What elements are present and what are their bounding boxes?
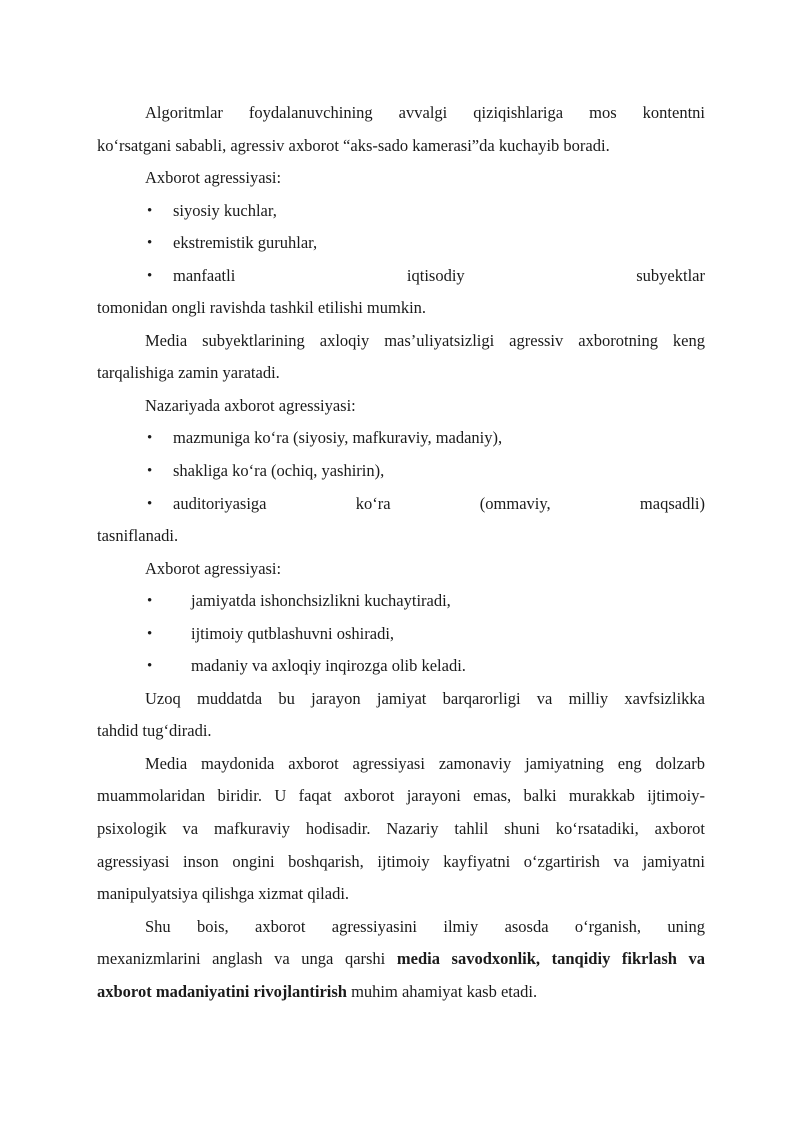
bullet-line (97, 618, 705, 651)
bullet-icon: • (147, 430, 153, 447)
text-line (97, 878, 705, 911)
bullet-icon: • (147, 495, 153, 512)
bullet-line (97, 585, 705, 618)
text-segment: Axborot agressiyasi: (145, 168, 282, 188)
text-segment: ekstremistik guruhlar, (173, 233, 318, 253)
text-line (97, 846, 705, 879)
bullet-icon: • (147, 625, 153, 642)
bullet-line (97, 260, 705, 293)
text-segment: Media subyektlarining axloqiy mas’uliyatsizligi agressiv axborotning keng (145, 330, 705, 350)
bullet-icon: • (147, 235, 153, 252)
text-segment: auditoriyasiga ko‘ra (ommaviy, maqsadli) (173, 493, 705, 513)
text-line (97, 325, 705, 358)
text-segment: mazmuniga ko‘ra (siyosiy, mafkuraviy, madaniy), (173, 428, 503, 448)
text-segment: Shu bois, axborot agressiyasini ilmiy asosda o‘rganish, uning (145, 916, 705, 936)
bullet-line (97, 422, 705, 455)
text-line (97, 553, 705, 586)
text-segment: psixologik va mafkuraviy hodisadir. Nazariy tahlil shuni ko‘rsatadiki, axborot (97, 819, 705, 839)
text-segment: ijtimoiy qutblashuvni oshiradi, (191, 623, 395, 643)
text-segment: madaniy va axloqiy inqirozga olib keladi. (191, 656, 466, 676)
bullet-line (97, 227, 705, 260)
document-content (97, 97, 705, 1008)
text-line (97, 911, 705, 944)
text-line (97, 976, 705, 1009)
text-segment: tarqalishiga zamin yaratadi. (97, 363, 280, 383)
text-line (97, 683, 705, 716)
text-segment: Uzoq muddatda bu jarayon jamiyat barqarorligi va milliy xavfsizlikka (145, 688, 705, 708)
text-segment: muammolaridan biridir. U faqat axborot jarayoni emas, balki murakkab ijtimoiy- (97, 786, 705, 806)
text-line (97, 780, 705, 813)
text-segment: manfaatli iqtisodiy subyektlar (173, 265, 705, 285)
text-line (97, 943, 705, 976)
bullet-line (97, 455, 705, 488)
text-segment: jamiyatda ishonchsizlikni kuchaytiradi, (191, 591, 451, 611)
bullet-line (97, 650, 705, 683)
bold-text-segment: media savodxonlik, tanqidiy fikrlash va (396, 949, 706, 969)
text-segment: muhim ahamiyat kasb etadi. (346, 981, 538, 1001)
bullet-icon: • (147, 658, 153, 675)
text-line (97, 813, 705, 846)
text-line (97, 97, 705, 130)
bullet-icon: • (147, 202, 153, 219)
text-line (97, 748, 705, 781)
bullet-line (97, 488, 705, 521)
text-line (97, 715, 705, 748)
text-segment: mexanizmlarini anglash va unga qarshi (97, 949, 397, 969)
text-line (97, 390, 705, 423)
bold-text-segment: axborot madaniyatini rivojlantirish (97, 981, 347, 1001)
bullet-line (97, 195, 705, 228)
bullet-icon: • (147, 593, 153, 610)
bullet-icon: • (147, 267, 153, 284)
text-segment: Axborot agressiyasi: (145, 558, 282, 578)
text-segment: agressiyasi inson ongini boshqarish, ijtimoiy kayfiyatni o‘zgartirish va jamiyatni (97, 851, 705, 871)
text-segment: tomonidan ongli ravishda tashkil etilishi mumkin. (97, 298, 427, 318)
text-line (97, 130, 705, 163)
text-segment: ko‘rsatgani sababli, agressiv axborot “aks-sado kamerasi”da kuchayib boradi. (97, 135, 610, 155)
text-line (97, 520, 705, 553)
text-segment: tahdid tug‘diradi. (97, 721, 212, 741)
text-segment: siyosiy kuchlar, (173, 200, 277, 220)
text-line (97, 162, 705, 195)
text-segment: Media maydonida axborot agressiyasi zamonaviy jamiyatning eng dolzarb (145, 753, 705, 773)
text-segment: manipulyatsiya qilishga xizmat qiladi. (97, 884, 350, 904)
text-segment: shakliga ko‘ra (ochiq, yashirin), (173, 461, 385, 481)
text-line (97, 357, 705, 390)
text-segment: Algoritmlar foydalanuvchining avvalgi qiziqishlariga mos kontentni (145, 103, 705, 122)
text-segment: Nazariyada axborot agressiyasi: (145, 395, 356, 415)
bullet-icon: • (147, 463, 153, 480)
text-line (97, 292, 705, 325)
text-segment: tasniflanadi. (97, 526, 179, 546)
